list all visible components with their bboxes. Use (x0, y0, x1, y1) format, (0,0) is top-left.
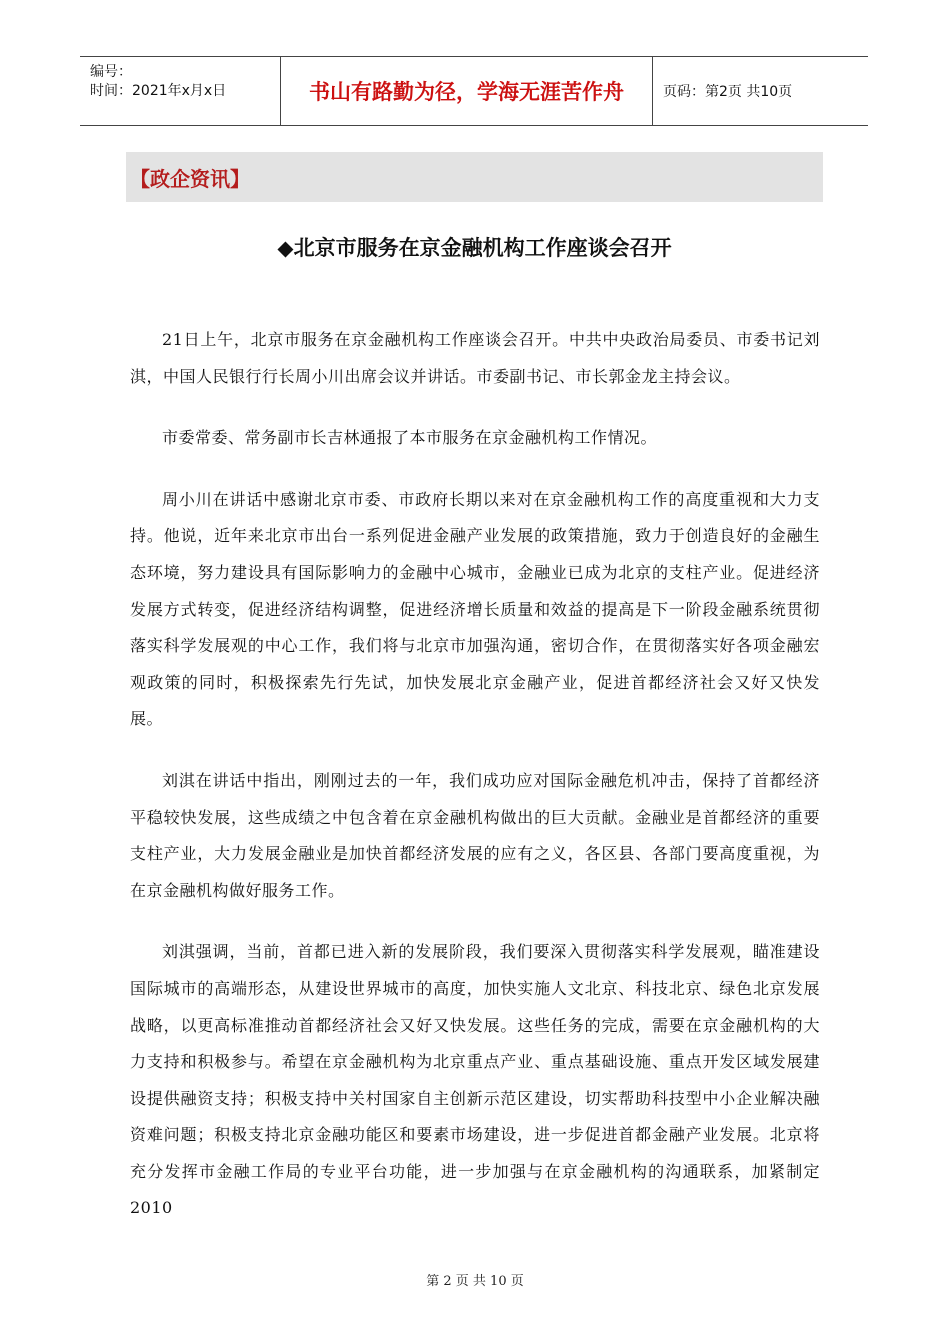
paragraph: 市委常委、常务副市长吉林通报了本市服务在京金融机构工作情况。 (162, 428, 658, 448)
date-label: 时间：2021年x月x日 (90, 83, 227, 99)
header-page-label: 页码：第2页 共10页 (663, 84, 793, 100)
article-body (130, 322, 820, 1252)
paragraph: 刘淇在讲话中指出，刚刚过去的一年，我们成功应对国际金融危机冲击，保持了首都经济平稳较快发展，这些成绩之中包含着在京金融机构做出的巨大贡献。金融业是首都经济的重要支柱产业，大力发展金融业是加快首都经济发展的应有之义，各区县、各部门要高度重视，为在京金融机构做好服务工作。 (130, 770, 820, 900)
paragraph: 21日上午，北京市服务在京金融机构工作座谈会召开。中共中央政治局委员、市委书记刘淇，中国人民银行行长周小川出席会议并讲话。市委副书记、市长郭金龙主持会议。 (130, 330, 820, 386)
paragraph: 周小川在讲话中感谢北京市委、市政府长期以来对在京金融机构工作的高度重视和大力支持。他说，近年来北京市出台一系列促进金融产业发展的政策措施，致力于创造良好的金融生态环境，努力建设具有国际影响力的金融中心城市，金融业已成为北京的支柱产业。促进经济发展方式转变，促进经济结构调整，促进经济增长质量和效益的提高是下一阶段金融系统贯彻落实科学发展观的中心工作，我们将与北京市加强沟通，密切合作，在贯彻落实好各项金融宏观政策的同时，积极探索先行先试，加快发展北京金融产业，促进首都经济社会又好又快发展。 (130, 489, 820, 729)
page-footer: 第 2 页 共 10 页 (426, 1274, 524, 1289)
paragraph: 刘淇强调，当前，首都已进入新的发展阶段，我们要深入贯彻落实科学发展观，瞄准建设国际城市的高端形态，从建设世界城市的高度，加快实施人文北京、科技北京、绿色北京发展战略，以更高标准推动首都经济社会又好又快发展。这些任务的完成，需要在京金融机构的大力支持和积极参与。希望在京金融机构为北京重点产业、重点基础设施、重点开发区域发展建设提供融资支持；积极支持中关村国家自主创新示范区建设，切实帮助科技型中小企业解决融资难问题；积极支持北京金融功能区和要素市场建设，进一步促进首都金融产业发展。北京将充分发挥市金融工作局的专业平台功能，进一步加强与在京金融机构的沟通联系，加紧制定2010 (130, 942, 820, 1218)
article-title: ◆北京市服务在京金融机构工作座谈会召开 (277, 236, 672, 260)
section-title: 【政企资讯】 (126, 152, 823, 202)
header-motto: 书山有路勤为径，学海无涯苦作舟 (281, 57, 653, 125)
number-label: 编号： (90, 64, 132, 80)
header-meta (80, 57, 281, 125)
page-header (80, 56, 868, 126)
